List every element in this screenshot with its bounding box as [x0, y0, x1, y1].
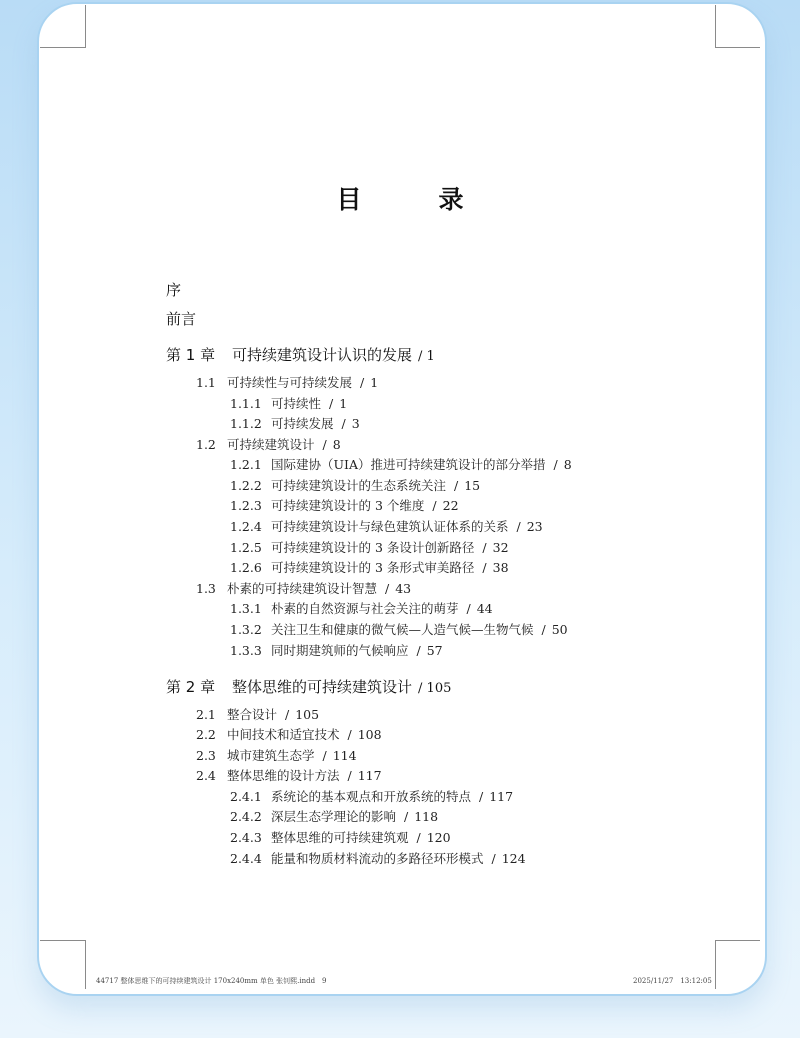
entry-number: 1.2.4 — [230, 519, 262, 534]
toc-entry[interactable] — [230, 519, 543, 535]
chapter-number: 第 2 章 — [166, 678, 216, 696]
entry-number: 1.2 — [196, 437, 216, 452]
separator: / — [416, 830, 421, 845]
separator: / — [418, 681, 423, 696]
entry-number: 2.3 — [196, 748, 216, 763]
entry-page: 22 — [442, 498, 459, 513]
toc-entry[interactable] — [230, 643, 443, 659]
entry-title: 深层生态学理论的影响 — [271, 809, 397, 824]
toc-entry[interactable] — [230, 540, 509, 556]
toc-entry[interactable] — [230, 416, 360, 432]
entry-title: 关注卫生和健康的微气候—人造气候—生物气候 — [271, 622, 534, 637]
print-slug-filename: 44717 整体思维下的可持续建筑设计 170x240mm 单色 张钊熙.indd 9 — [96, 977, 327, 985]
toc-chapter-1[interactable] — [166, 344, 435, 365]
toc-title: 目 录 — [336, 185, 490, 214]
entry-page: 43 — [395, 581, 412, 596]
separator: / — [541, 622, 546, 637]
toc-entry[interactable] — [230, 601, 493, 617]
entry-number: 2.4.3 — [230, 830, 262, 845]
entry-title: 可持续建筑设计的 3 条设计创新路径 — [271, 540, 475, 555]
toc-preface[interactable]: 序 — [166, 281, 182, 299]
entry-page: 117 — [357, 768, 382, 783]
separator: / — [341, 416, 346, 431]
chapter-page: 105 — [426, 681, 452, 696]
entry-number: 1.2.3 — [230, 498, 262, 513]
entry-number: 1.2.6 — [230, 560, 262, 575]
separator: / — [347, 727, 352, 742]
entry-number: 1.2.5 — [230, 540, 262, 555]
entry-title: 可持续性与可持续发展 — [227, 375, 353, 390]
entry-number: 1.1.2 — [230, 416, 262, 431]
entry-number: 2.2 — [196, 727, 216, 742]
crop-mark-bottom-right-line — [715, 940, 760, 941]
toc-entry[interactable] — [196, 748, 357, 764]
entry-title: 能量和物质材料流动的多路径环形模式 — [271, 851, 484, 866]
crop-mark-top-left — [47, 5, 86, 48]
entry-page: 1 — [370, 375, 379, 390]
entry-page: 38 — [492, 560, 509, 575]
separator: / — [482, 540, 487, 555]
chapter-title: 整体思维的可持续建筑设计 — [232, 678, 413, 696]
toc-entry[interactable] — [230, 809, 438, 825]
crop-mark-bottom-left — [47, 940, 86, 989]
toc-entry[interactable] — [196, 768, 382, 784]
toc-entry[interactable] — [230, 622, 568, 638]
separator: / — [385, 581, 390, 596]
separator: / — [416, 643, 421, 658]
entry-page: 3 — [351, 416, 360, 431]
toc-entry[interactable] — [230, 498, 459, 514]
toc-chapter-2[interactable] — [166, 676, 451, 697]
separator: / — [418, 349, 423, 364]
separator: / — [466, 601, 471, 616]
entry-title: 可持续建筑设计 — [227, 437, 315, 452]
entry-page: 118 — [414, 809, 439, 824]
entry-title: 可持续建筑设计的 3 条形式审美路径 — [271, 560, 475, 575]
toc-entry[interactable] — [230, 478, 480, 494]
separator: / — [322, 748, 327, 763]
entry-number: 1.3.1 — [230, 601, 262, 616]
entry-number: 2.4.2 — [230, 809, 262, 824]
chapter-title: 可持续建筑设计认识的发展 — [232, 346, 413, 364]
toc-entry[interactable] — [230, 851, 526, 867]
toc-entry[interactable] — [230, 830, 451, 846]
entry-title: 朴素的自然资源与社会关注的萌芽 — [271, 601, 459, 616]
toc-entry[interactable] — [230, 457, 572, 473]
toc-entry[interactable] — [196, 707, 319, 723]
entry-page: 117 — [489, 789, 514, 804]
chapter-page: 1 — [426, 349, 435, 364]
entry-title: 城市建筑生态学 — [227, 748, 315, 763]
crop-mark-top-right-line — [715, 47, 760, 48]
entry-number: 1.1 — [196, 375, 216, 390]
entry-page: 108 — [357, 727, 382, 742]
entry-page: 32 — [492, 540, 509, 555]
separator: / — [482, 560, 487, 575]
entry-number: 1.3 — [196, 581, 216, 596]
entry-page: 15 — [464, 478, 481, 493]
separator: / — [347, 768, 352, 783]
entry-title: 可持续发展 — [271, 416, 334, 431]
entry-page: 105 — [295, 707, 320, 722]
entry-title: 整体思维的可持续建筑观 — [271, 830, 409, 845]
entry-page: 57 — [426, 643, 443, 658]
separator: / — [322, 437, 327, 452]
toc-entry[interactable] — [196, 375, 378, 391]
separator: / — [285, 707, 290, 722]
entry-number: 1.2.2 — [230, 478, 262, 493]
entry-title: 同时期建筑师的气候响应 — [271, 643, 409, 658]
entry-number: 2.4 — [196, 768, 216, 783]
print-slug-timestamp: 2025/11/27 13:12:05 — [633, 977, 712, 985]
entry-page: 23 — [526, 519, 543, 534]
entry-number: 1.2.1 — [230, 457, 262, 472]
separator: / — [454, 478, 459, 493]
separator: / — [404, 809, 409, 824]
entry-page: 120 — [426, 830, 451, 845]
toc-entry[interactable] — [230, 789, 513, 805]
entry-title: 中间技术和适宜技术 — [227, 727, 340, 742]
crop-mark-bottom-right — [715, 940, 754, 989]
crop-mark-top-right — [715, 5, 754, 48]
separator: / — [432, 498, 437, 513]
entry-page: 8 — [332, 437, 341, 452]
entry-page: 44 — [476, 601, 493, 616]
entry-number: 2.4.1 — [230, 789, 262, 804]
entry-title: 朴素的可持续建筑设计智慧 — [227, 581, 378, 596]
entry-title: 国际建协（UIA）推进可持续建筑设计的部分举措 — [271, 457, 546, 472]
entry-page: 8 — [563, 457, 572, 472]
toc-foreword[interactable]: 前言 — [166, 310, 197, 328]
toc-entry[interactable] — [196, 581, 411, 597]
separator: / — [360, 375, 365, 390]
entry-page: 124 — [501, 851, 526, 866]
entry-title: 整体思维的设计方法 — [227, 768, 340, 783]
chapter-number: 第 1 章 — [166, 346, 216, 364]
entry-number: 2.4.4 — [230, 851, 262, 866]
toc-entry[interactable] — [196, 437, 341, 453]
entry-number: 1.3.2 — [230, 622, 262, 637]
entry-title: 系统论的基本观点和开放系统的特点 — [271, 789, 472, 804]
separator: / — [516, 519, 521, 534]
separator: / — [553, 457, 558, 472]
entry-number: 2.1 — [196, 707, 216, 722]
crop-mark-top-left-line — [40, 47, 85, 48]
toc-entry[interactable] — [196, 727, 382, 743]
entry-title: 可持续建筑设计的 3 个维度 — [271, 498, 425, 513]
separator: / — [329, 396, 334, 411]
entry-page: 1 — [339, 396, 348, 411]
entry-page: 50 — [551, 622, 568, 637]
entry-number: 1.1.1 — [230, 396, 262, 411]
entry-title: 整合设计 — [227, 707, 278, 722]
crop-mark-bottom-left-line — [40, 940, 85, 941]
entry-title: 可持续建筑设计的生态系统关注 — [271, 478, 447, 493]
separator: / — [491, 851, 496, 866]
entry-title: 可持续建筑设计与绿色建筑认证体系的关系 — [271, 519, 509, 534]
entry-title: 可持续性 — [271, 396, 322, 411]
separator: / — [479, 789, 484, 804]
entry-number: 1.3.3 — [230, 643, 262, 658]
entry-page: 114 — [332, 748, 357, 763]
toc-entry[interactable] — [230, 560, 509, 576]
toc-entry[interactable] — [230, 396, 347, 412]
